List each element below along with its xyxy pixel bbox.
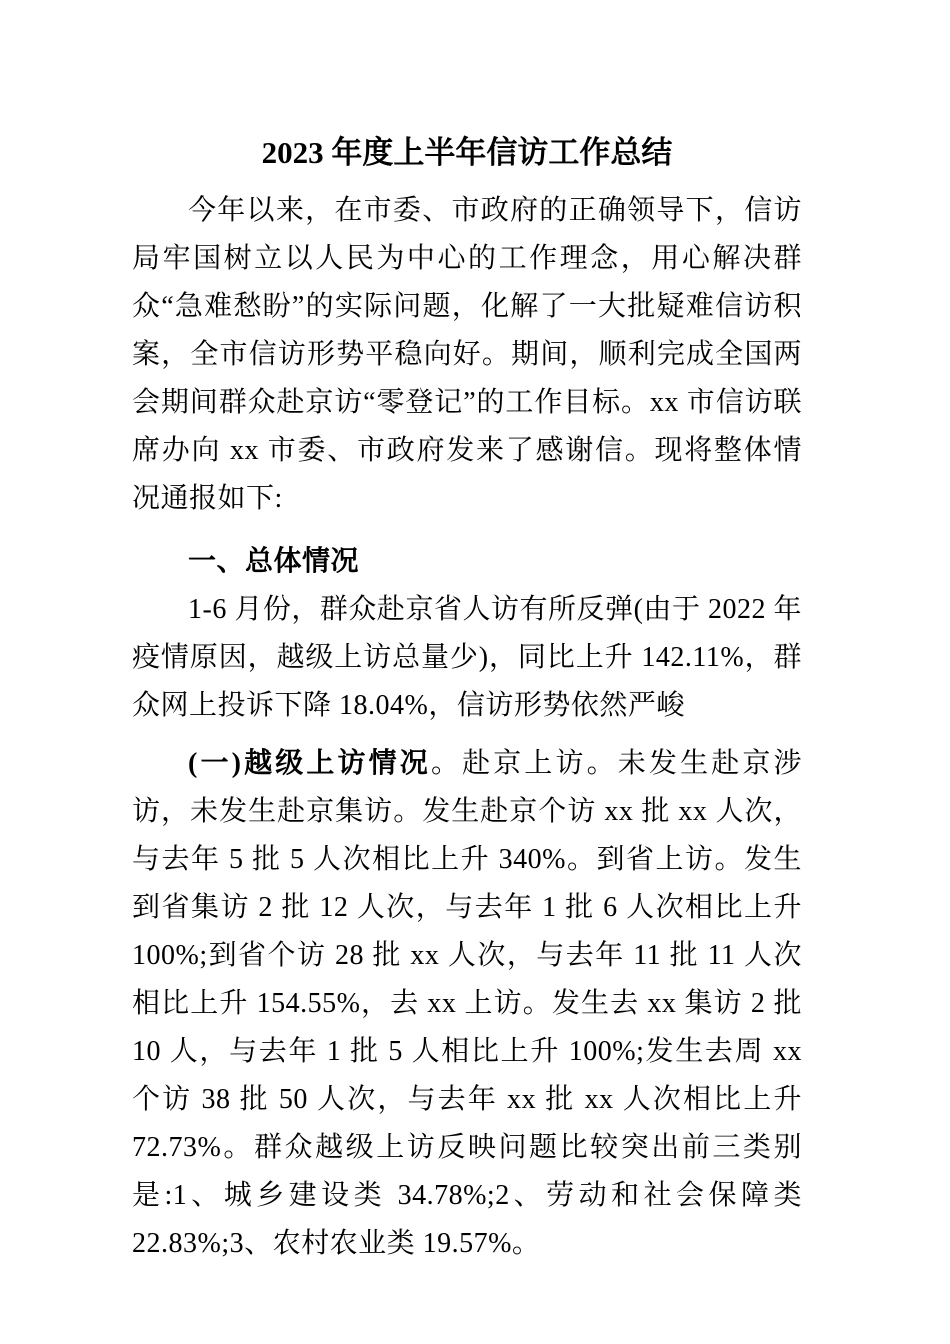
paragraph (132, 187, 802, 523)
document-body (132, 187, 802, 1268)
paragraph (132, 740, 802, 1268)
bold-lead-text: (一)越级上访情况 (188, 748, 431, 779)
section-heading (132, 538, 802, 586)
body-text: 今年以来，在市委、市政府的正确领导下，信访局牢国树立以人民为中心的工作理念，用心解决群众“急难愁盼”的实际问题，化解了一大批疑难信访积案，全市信访形势平稳向好。期间，顺利完成全国两会期间群众赴京访“零登记”的工作目标。xx 市信访联席办向 xx 市委、市政府发来了感谢信。现将整体情况通报如下: (132, 195, 802, 514)
body-text: 。赴京上访。未发生赴京涉访，未发生赴京集访。发生赴京个访 xx 批 xx 人次，与去年 5 批 5 人次相比上升 340%。到省上访。发生到省集访 2 批 12 人次，与去年 1 批 6 人次相比上升 100%;到省个访 28 批 xx 人次，与去年 11 批 11 人次相比上升 154.55%，去 xx 上访。发生去 xx 集访 2 批 10 人，与去年 1 批 5 人相比上升 100%;发生去周 xx 个访 38 批 50 人次，与去年 xx 批 xx 人次相比上升 72.73%。群众越级上访反映问题比较突出前三类别是:1、城乡建设类 34.78%;2、劳动和社会保障类 22.83%;3、农村农业类 19.57%。 (132, 748, 802, 1259)
paragraph (132, 586, 802, 730)
body-text: 1-6 月份，群众赴京省人访有所反弹(由于 2022 年疫情原因，越级上访总量少)，同比上升 142.11%，群众网上投诉下降 18.04%，信访形势依然严峻 (132, 594, 802, 721)
bold-lead-text: 一、总体情况 (188, 546, 360, 577)
document-title: 2023 年度上半年信访工作总结 (261, 135, 673, 170)
